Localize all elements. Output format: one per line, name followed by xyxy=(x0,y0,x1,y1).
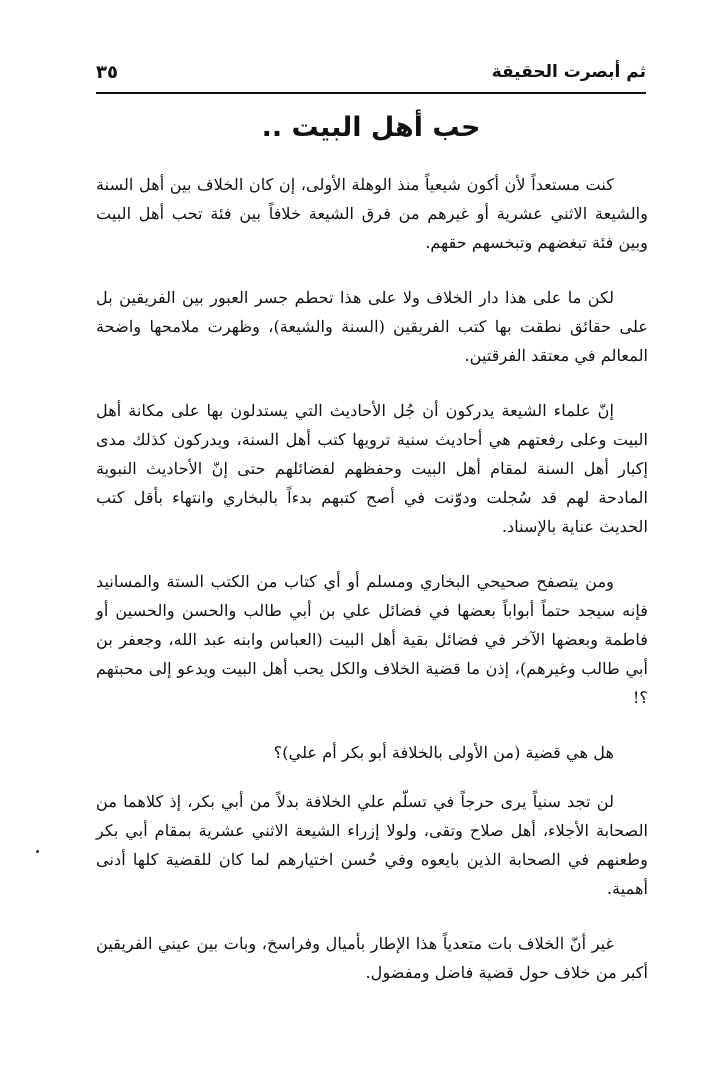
stray-ink-dot xyxy=(36,850,39,853)
paragraph-6: لن تجد سنياً يرى حرجاً في تسلّم علي الخلافة بدلاً من أبي بكر، إذ كلاهما من الصحابة الأجلاء، أهل صلاح وتقى، ولولا إزراء الشيعة الاثني عشرية بمقام أبي بكر وطعنهم في الصحابة الذين بايعوه وفي حُسن اختيارهم لما كان للقضية كلها أدنى أهمية. xyxy=(96,792,648,898)
body-text xyxy=(96,170,648,1007)
paragraph-1: كنت مستعداً لأن أكون شيعياً منذ الوهلة الأولى، إن كان الخلاف بين أهل السنة والشيعة الاثني عشرية أو غيرهم من فرق الشيعة خلافاً بين فئة تحب أهل البيت وبين فئة تبغضهم وتبخسهم حقهم. xyxy=(96,175,648,252)
paragraph-7: غير أنّ الخلاف بات متعدياً هذا الإطار بأميال وفراسخ، وبات بين عيني الفريقين أكبر من خلاف حول قضية فاضل ومفضول. xyxy=(96,934,648,982)
page-header xyxy=(96,58,646,94)
paragraph-4: ومن يتصفح صحيحي البخاري ومسلم أو أي كتاب من الكتب الستة والمسانيد فإنه سيجد حتماً أبواباً بعضها في فضائل علي بن أبي طالب والحسن والحسين أو فاطمة وبعضها الآخر في فضائل بقية أهل البيت (العباس وابنه عبد الله، وجعفر بن أبي طالب وغيرهم)، إذن ما قضية الخلاف والكل يحب أهل البيت ويدعو إلى محبتهم ؟! xyxy=(96,572,648,707)
paragraph-3: إنّ علماء الشيعة يدركون أن جُل الأحاديث التي يستدلون بها على مكانة أهل البيت وعلى رفعتهم هي أحاديث سنية ترويها كتب أهل السنة، ويدركون كذلك مدى إكبار أهل السنة لمقام أهل البيت وحفظهم لفضائلهم حتى إنّ الأحاديث النبوية المادحة لهم قد سُجلت ودوّنت في أصح كتبهم بدءاً بالبخاري وانتهاء بأقل كتب الحديث عناية بالإسناد. xyxy=(96,401,648,536)
paragraph-5-question: هل هي قضية (من الأولى بالخلافة أبو بكر أم علي)؟ xyxy=(273,743,614,762)
running-title: ثم أبصرت الحقيقة xyxy=(491,62,646,82)
paragraph-2: لكن ما على هذا دار الخلاف ولا على هذا تحطم جسر العبور بين الفريقين بل على حقائق نطقت بها كتب الفريقين (السنة والشيعة)، وظهرت ملامحها واضحة المعالم في معتقد الفرقتين. xyxy=(96,288,648,365)
page-number: ٣٥ xyxy=(96,62,118,83)
chapter-title: حب أهل البيت .. xyxy=(261,112,481,143)
